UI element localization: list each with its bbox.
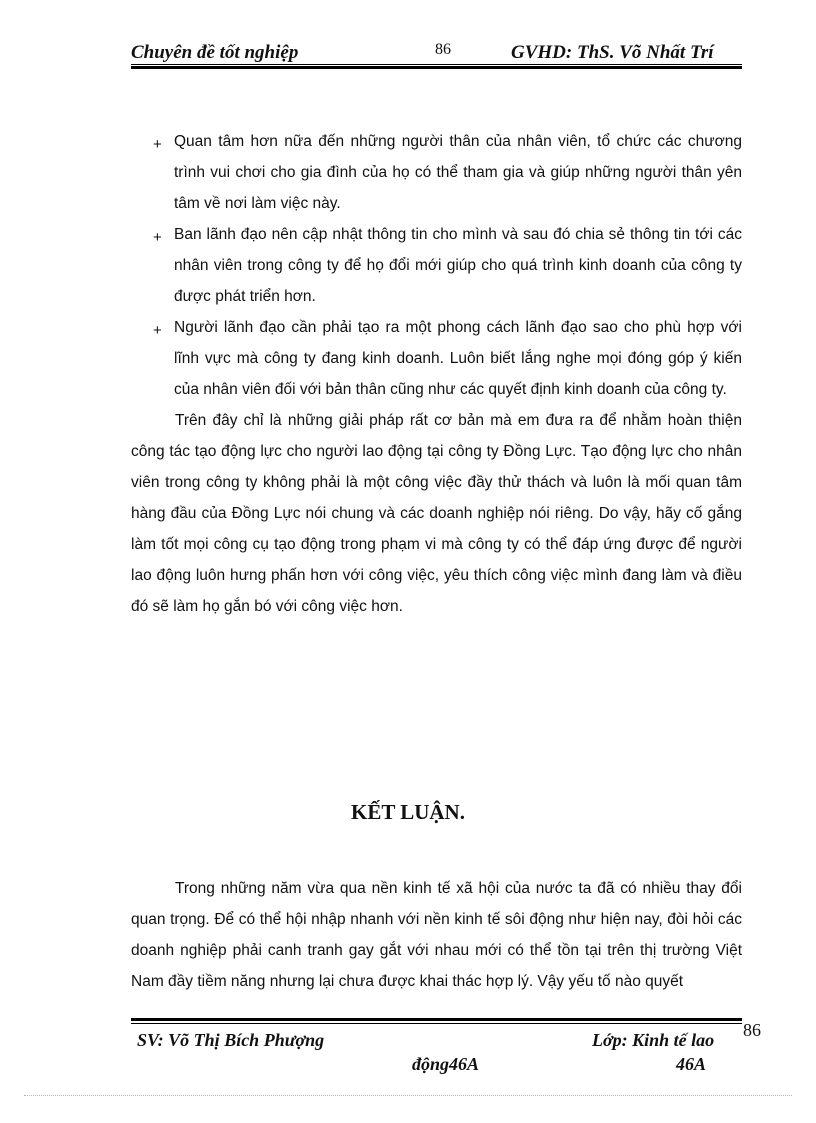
- header-rule-thick: [131, 66, 742, 69]
- conclusion-paragraph: Trong những năm vừa qua nền kinh tế xã hội của nước ta đã có nhiều thay đổi quan trọng. Để có thể hội nhập nhanh với nền kinh tế sôi động như hiện nay, đòi hỏi các doanh nghiệp phải canh tranh gay gắt với nhau mới có thể tồn tại trên thị trường Việt Nam đầy tiềm năng nhưng lại chưa được khai thác hợp lý. Vậy yếu tố nào quyết: [131, 880, 742, 990]
- header-rule-thin: [131, 64, 742, 65]
- plus-bullet-icon: +: [153, 229, 162, 246]
- header-page-number: 86: [435, 41, 451, 58]
- bullet-text: Người lãnh đạo cần phải tạo ra một phong cách lãnh đạo sao cho phù hợp với lĩnh vực mà công ty đang kinh doanh. Luôn biết lắng nghe mọi đóng góp ý kiến của nhân viên đối với bản thân cũng như các quyết định kinh doanh của công ty.: [174, 319, 742, 398]
- plus-bullet-icon: +: [153, 136, 162, 153]
- footer-class-label: Lớp: Kinh tế lao: [592, 1030, 715, 1050]
- footer-class-code: 46A: [676, 1054, 707, 1074]
- page-footer: [0, 1028, 816, 1078]
- bullet-text: Ban lãnh đạo nên cập nhật thông tin cho mình và sau đó chia sẻ thông tin tới các nhân viên trong công ty để họ đổi mới giúp cho quá trình kinh doanh của công ty được phát triển hơn.: [174, 226, 742, 305]
- body-text: [131, 126, 742, 622]
- footer-student-name: SV: Võ Thị Bích Phượng: [137, 1030, 325, 1050]
- plus-bullet-icon: +: [153, 322, 162, 339]
- summary-paragraph: Trên đây chỉ là những giải pháp rất cơ bản mà em đưa ra để nhằm hoàn thiện công tác tạo động lực cho người lao động tại công ty Đồng Lực. Tạo động lực cho nhân viên trong công ty không phải là một công việc đầy thử thách và luôn là mối quan tâm hàng đầu của Đồng Lực nói chung và các doanh nghiệp nói riêng. Do vậy, hãy cố gắng làm tốt mọi công cụ tạo động trong phạm vi mà công ty có thể đáp ứng được để người lao động luôn hưng phấn hơn với công việc, yêu thích công việc mình đang làm và điều đó sẽ làm họ gắn bó với công việc hơn.: [131, 412, 742, 615]
- bullet-text: Quan tâm hơn nữa đến những người thân của nhân viên, tổ chức các chương trình vui chơi cho gia đình của họ có thể tham gia và giúp những người thân yên tâm về nơi làm việc này.: [174, 133, 742, 212]
- bullet-item: [131, 126, 742, 219]
- bullet-item: [131, 312, 742, 405]
- page-bottom-dotted-line: [24, 1095, 792, 1096]
- header-thesis-title: Chuyên đề tốt nghiệp: [131, 42, 299, 63]
- bullet-item: [131, 219, 742, 312]
- page-header: [0, 40, 816, 64]
- conclusion-section: [131, 873, 742, 997]
- header-supervisor: GVHD: ThS. Võ Nhất Trí: [511, 42, 714, 63]
- footer-rule-thin: [131, 1023, 742, 1024]
- footer-page-number: 86: [743, 1020, 761, 1040]
- footer-class-continuation: động46A: [412, 1054, 480, 1074]
- conclusion-heading: KẾT LUẬN.: [351, 800, 465, 824]
- footer-rule-thick: [131, 1018, 742, 1021]
